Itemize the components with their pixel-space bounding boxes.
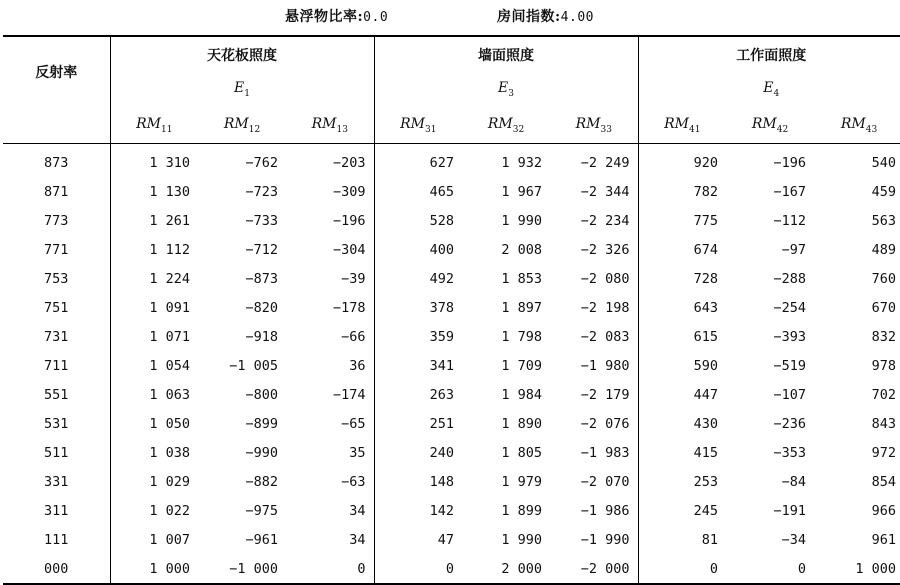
- table-cell: −174: [333, 386, 366, 403]
- table-cell: −191: [773, 502, 807, 519]
- table-cell: −820: [245, 299, 278, 316]
- reflectance-cell: 551: [44, 386, 69, 403]
- table-body: [3, 144, 900, 585]
- column-header: $RM_{11}$: [110, 107, 198, 144]
- table-row: [3, 293, 900, 322]
- table-cell: 1 000: [855, 560, 897, 577]
- header-row-columns: [3, 107, 900, 144]
- table-cell: 359: [374, 322, 462, 351]
- table-cell: 0: [638, 554, 726, 584]
- table-cell: 1 853: [501, 270, 543, 287]
- table-cell: 670: [871, 299, 897, 316]
- table-cell: −1 983: [580, 444, 630, 461]
- group-symbol: $E_3$: [374, 72, 638, 107]
- table-cell: 1 984: [501, 386, 543, 403]
- group-symbol: $E_1$: [110, 72, 374, 107]
- table-cell: 2 008: [501, 241, 543, 258]
- column-header: $RM_{13}$: [286, 107, 374, 144]
- table-cell: 245: [638, 496, 726, 525]
- table-cell: 251: [374, 409, 462, 438]
- table-cell: −304: [333, 241, 366, 258]
- table-cell: 920: [638, 144, 726, 178]
- reflectance-cell: 873: [44, 154, 69, 171]
- column-header: $RM_{32}$: [462, 107, 550, 144]
- table-cell: −2 000: [580, 560, 630, 577]
- table-cell: −1 005: [229, 357, 278, 374]
- table-cell: 1 990: [501, 212, 543, 229]
- table-cell: −196: [333, 212, 366, 229]
- table-cell: 843: [871, 415, 897, 432]
- table-cell: 775: [638, 206, 726, 235]
- table-row: [3, 351, 900, 380]
- table-cell: −2 076: [580, 415, 630, 432]
- header-row-titles: [3, 36, 900, 72]
- table-cell: 0: [357, 560, 366, 577]
- table-cell: 643: [638, 293, 726, 322]
- table-row: [3, 409, 900, 438]
- group-symbol: $E_4$: [638, 72, 900, 107]
- table-cell: −2 234: [580, 212, 630, 229]
- table-cell: −1 980: [580, 357, 630, 374]
- table-cell: −63: [341, 473, 366, 490]
- table-cell: 34: [349, 531, 366, 548]
- table-cell: −918: [245, 328, 278, 345]
- table-cell: 1 007: [110, 525, 198, 554]
- table-cell: −39: [341, 270, 366, 287]
- table-cell: 81: [638, 525, 726, 554]
- table-cell: 263: [374, 380, 462, 409]
- table-cell: 854: [871, 473, 897, 490]
- reflectance-cell: 753: [44, 270, 69, 287]
- column-header: $RM_{41}$: [638, 107, 726, 144]
- table-cell: 34: [349, 502, 366, 519]
- table-cell: 832: [871, 328, 897, 345]
- table-cell: 400: [374, 235, 462, 264]
- table-cell: −873: [245, 270, 278, 287]
- table-cell: −107: [773, 386, 807, 403]
- table-cell: 1 071: [110, 322, 198, 351]
- table-cell: −762: [245, 154, 278, 171]
- table-cell: 528: [374, 206, 462, 235]
- table-cell: −712: [245, 241, 278, 258]
- table-cell: 1 897: [501, 299, 543, 316]
- room-index-value: 4.00: [560, 10, 594, 25]
- table-cell: 465: [374, 177, 462, 206]
- reflectance-cell: 311: [44, 502, 69, 519]
- table-cell: 1 310: [110, 144, 198, 178]
- table-cell: 1 979: [501, 473, 543, 490]
- table-cell: −2 249: [580, 154, 630, 171]
- table-cell: −899: [245, 415, 278, 432]
- column-header: $RM_{43}$: [814, 107, 900, 144]
- table-cell: −1 000: [229, 560, 278, 577]
- table-cell: −84: [781, 473, 807, 490]
- table-cell: 415: [638, 438, 726, 467]
- column-header: $RM_{33}$: [550, 107, 638, 144]
- table-cell: −723: [245, 183, 278, 200]
- column-header: $RM_{31}$: [374, 107, 462, 144]
- table-cell: −167: [773, 183, 807, 200]
- table-cell: 1 029: [110, 467, 198, 496]
- table-cell: 782: [638, 177, 726, 206]
- table-cell: 1 899: [501, 502, 543, 519]
- table-cell: 489: [871, 241, 897, 258]
- table-cell: −2 344: [580, 183, 630, 200]
- table-cell: 1 967: [501, 183, 543, 200]
- table-row: [3, 438, 900, 467]
- reflectance-cell: 711: [44, 357, 69, 374]
- table-cell: −1 986: [580, 502, 630, 519]
- table-cell: −309: [333, 183, 366, 200]
- table-cell: −990: [245, 444, 278, 461]
- table-cell: 1 990: [501, 531, 543, 548]
- reflectance-cell: 773: [44, 212, 69, 229]
- table-cell: 590: [638, 351, 726, 380]
- table-cell: 1 063: [110, 380, 198, 409]
- suspended-ratio-value: 0.0: [363, 10, 389, 25]
- table-cell: 1 054: [110, 351, 198, 380]
- table-cell: −961: [245, 531, 278, 548]
- coefficient-table: [3, 35, 900, 585]
- table-cell: 1 798: [501, 328, 543, 345]
- reflectance-cell: 731: [44, 328, 69, 345]
- table-cell: −975: [245, 502, 278, 519]
- table-cell: 0: [374, 554, 462, 584]
- table-cell: 1 805: [501, 444, 543, 461]
- table-cell: −2 083: [580, 328, 630, 345]
- room-index-label: 房间指数:: [497, 9, 561, 25]
- table-cell: −882: [245, 473, 278, 490]
- table-cell: 972: [871, 444, 897, 461]
- reflectance-cell: 000: [44, 560, 69, 577]
- table-cell: 459: [871, 183, 897, 200]
- table-cell: −2 326: [580, 241, 630, 258]
- table-cell: 1 091: [110, 293, 198, 322]
- table-cell: 1 224: [110, 264, 198, 293]
- table-cell: 378: [374, 293, 462, 322]
- table-cell: 540: [871, 154, 897, 171]
- table-cell: 978: [871, 357, 897, 374]
- table-cell: 0: [797, 560, 807, 577]
- table-cell: 2 000: [501, 560, 543, 577]
- reflectance-cell: 331: [44, 473, 69, 490]
- table-cell: −254: [773, 299, 807, 316]
- group-title: 天花板照度: [110, 36, 374, 72]
- table-row: [3, 177, 900, 206]
- table-row: [3, 144, 900, 178]
- table-cell: 1 050: [110, 409, 198, 438]
- table-cell: 615: [638, 322, 726, 351]
- table-cell: 1 038: [110, 438, 198, 467]
- table-cell: −2 080: [580, 270, 630, 287]
- reflectance-header: 反射率: [35, 65, 78, 81]
- table-row: [3, 554, 900, 584]
- table-cell: 253: [638, 467, 726, 496]
- table-cell: 966: [871, 502, 897, 519]
- table-cell: 702: [871, 386, 897, 403]
- table-cell: 1 000: [110, 554, 198, 584]
- table-cell: −2 070: [580, 473, 630, 490]
- table-cell: 1 261: [110, 206, 198, 235]
- table-cell: 1 022: [110, 496, 198, 525]
- table-cell: −2 198: [580, 299, 630, 316]
- table-cell: 447: [638, 380, 726, 409]
- table-cell: 430: [638, 409, 726, 438]
- table-row: [3, 525, 900, 554]
- table-cell: −393: [773, 328, 807, 345]
- table-cell: −800: [245, 386, 278, 403]
- table-cell: 142: [374, 496, 462, 525]
- table-cell: −112: [773, 212, 807, 229]
- column-header: $RM_{42}$: [726, 107, 814, 144]
- table-row: [3, 467, 900, 496]
- table-cell: 341: [374, 351, 462, 380]
- table-cell: −178: [333, 299, 366, 316]
- table-cell: 728: [638, 264, 726, 293]
- table-cell: 36: [349, 357, 366, 374]
- table-cell: 627: [374, 144, 462, 178]
- suspended-ratio-label: 悬浮物比率:: [285, 9, 364, 25]
- table-row: [3, 380, 900, 409]
- table-cell: −236: [773, 415, 807, 432]
- table-cell: 1 130: [110, 177, 198, 206]
- table-cell: 1 890: [501, 415, 543, 432]
- table-caption: [0, 0, 900, 30]
- column-header: $RM_{12}$: [198, 107, 286, 144]
- table-cell: 674: [638, 235, 726, 264]
- header-row-symbols: [3, 72, 900, 107]
- table-cell: 35: [349, 444, 366, 461]
- table-cell: 961: [871, 531, 897, 548]
- table-cell: −353: [773, 444, 807, 461]
- table-row: [3, 496, 900, 525]
- table-cell: 760: [871, 270, 897, 287]
- table-cell: 563: [871, 212, 897, 229]
- table-cell: 47: [374, 525, 462, 554]
- table-cell: −733: [245, 212, 278, 229]
- table-row: [3, 322, 900, 351]
- suspended-ratio: [285, 6, 388, 26]
- group-title: 墙面照度: [374, 36, 638, 72]
- reflectance-cell: 531: [44, 415, 69, 432]
- table-row: [3, 235, 900, 264]
- table-cell: −196: [773, 154, 807, 171]
- table-cell: 492: [374, 264, 462, 293]
- table-cell: −288: [773, 270, 807, 287]
- table-cell: 240: [374, 438, 462, 467]
- group-title: 工作面照度: [638, 36, 900, 72]
- reflectance-cell: 511: [44, 444, 69, 461]
- table-cell: −66: [341, 328, 366, 345]
- table-cell: 148: [374, 467, 462, 496]
- table-cell: −65: [341, 415, 366, 432]
- table-cell: −34: [781, 531, 807, 548]
- table-cell: −519: [773, 357, 807, 374]
- table-cell: −203: [333, 154, 366, 171]
- room-index: [497, 6, 594, 26]
- reflectance-cell: 751: [44, 299, 69, 316]
- reflectance-cell: 871: [44, 183, 69, 200]
- table-cell: 1 932: [501, 154, 543, 171]
- table-cell: 1 112: [110, 235, 198, 264]
- table-cell: −97: [781, 241, 807, 258]
- reflectance-header-spacer: [3, 107, 110, 144]
- table-row: [3, 264, 900, 293]
- table-cell: 1 709: [501, 357, 543, 374]
- reflectance-cell: 111: [44, 531, 69, 548]
- table-cell: −1 990: [580, 531, 630, 548]
- table-row: [3, 206, 900, 235]
- reflectance-cell: 771: [44, 241, 69, 258]
- table-cell: −2 179: [580, 386, 630, 403]
